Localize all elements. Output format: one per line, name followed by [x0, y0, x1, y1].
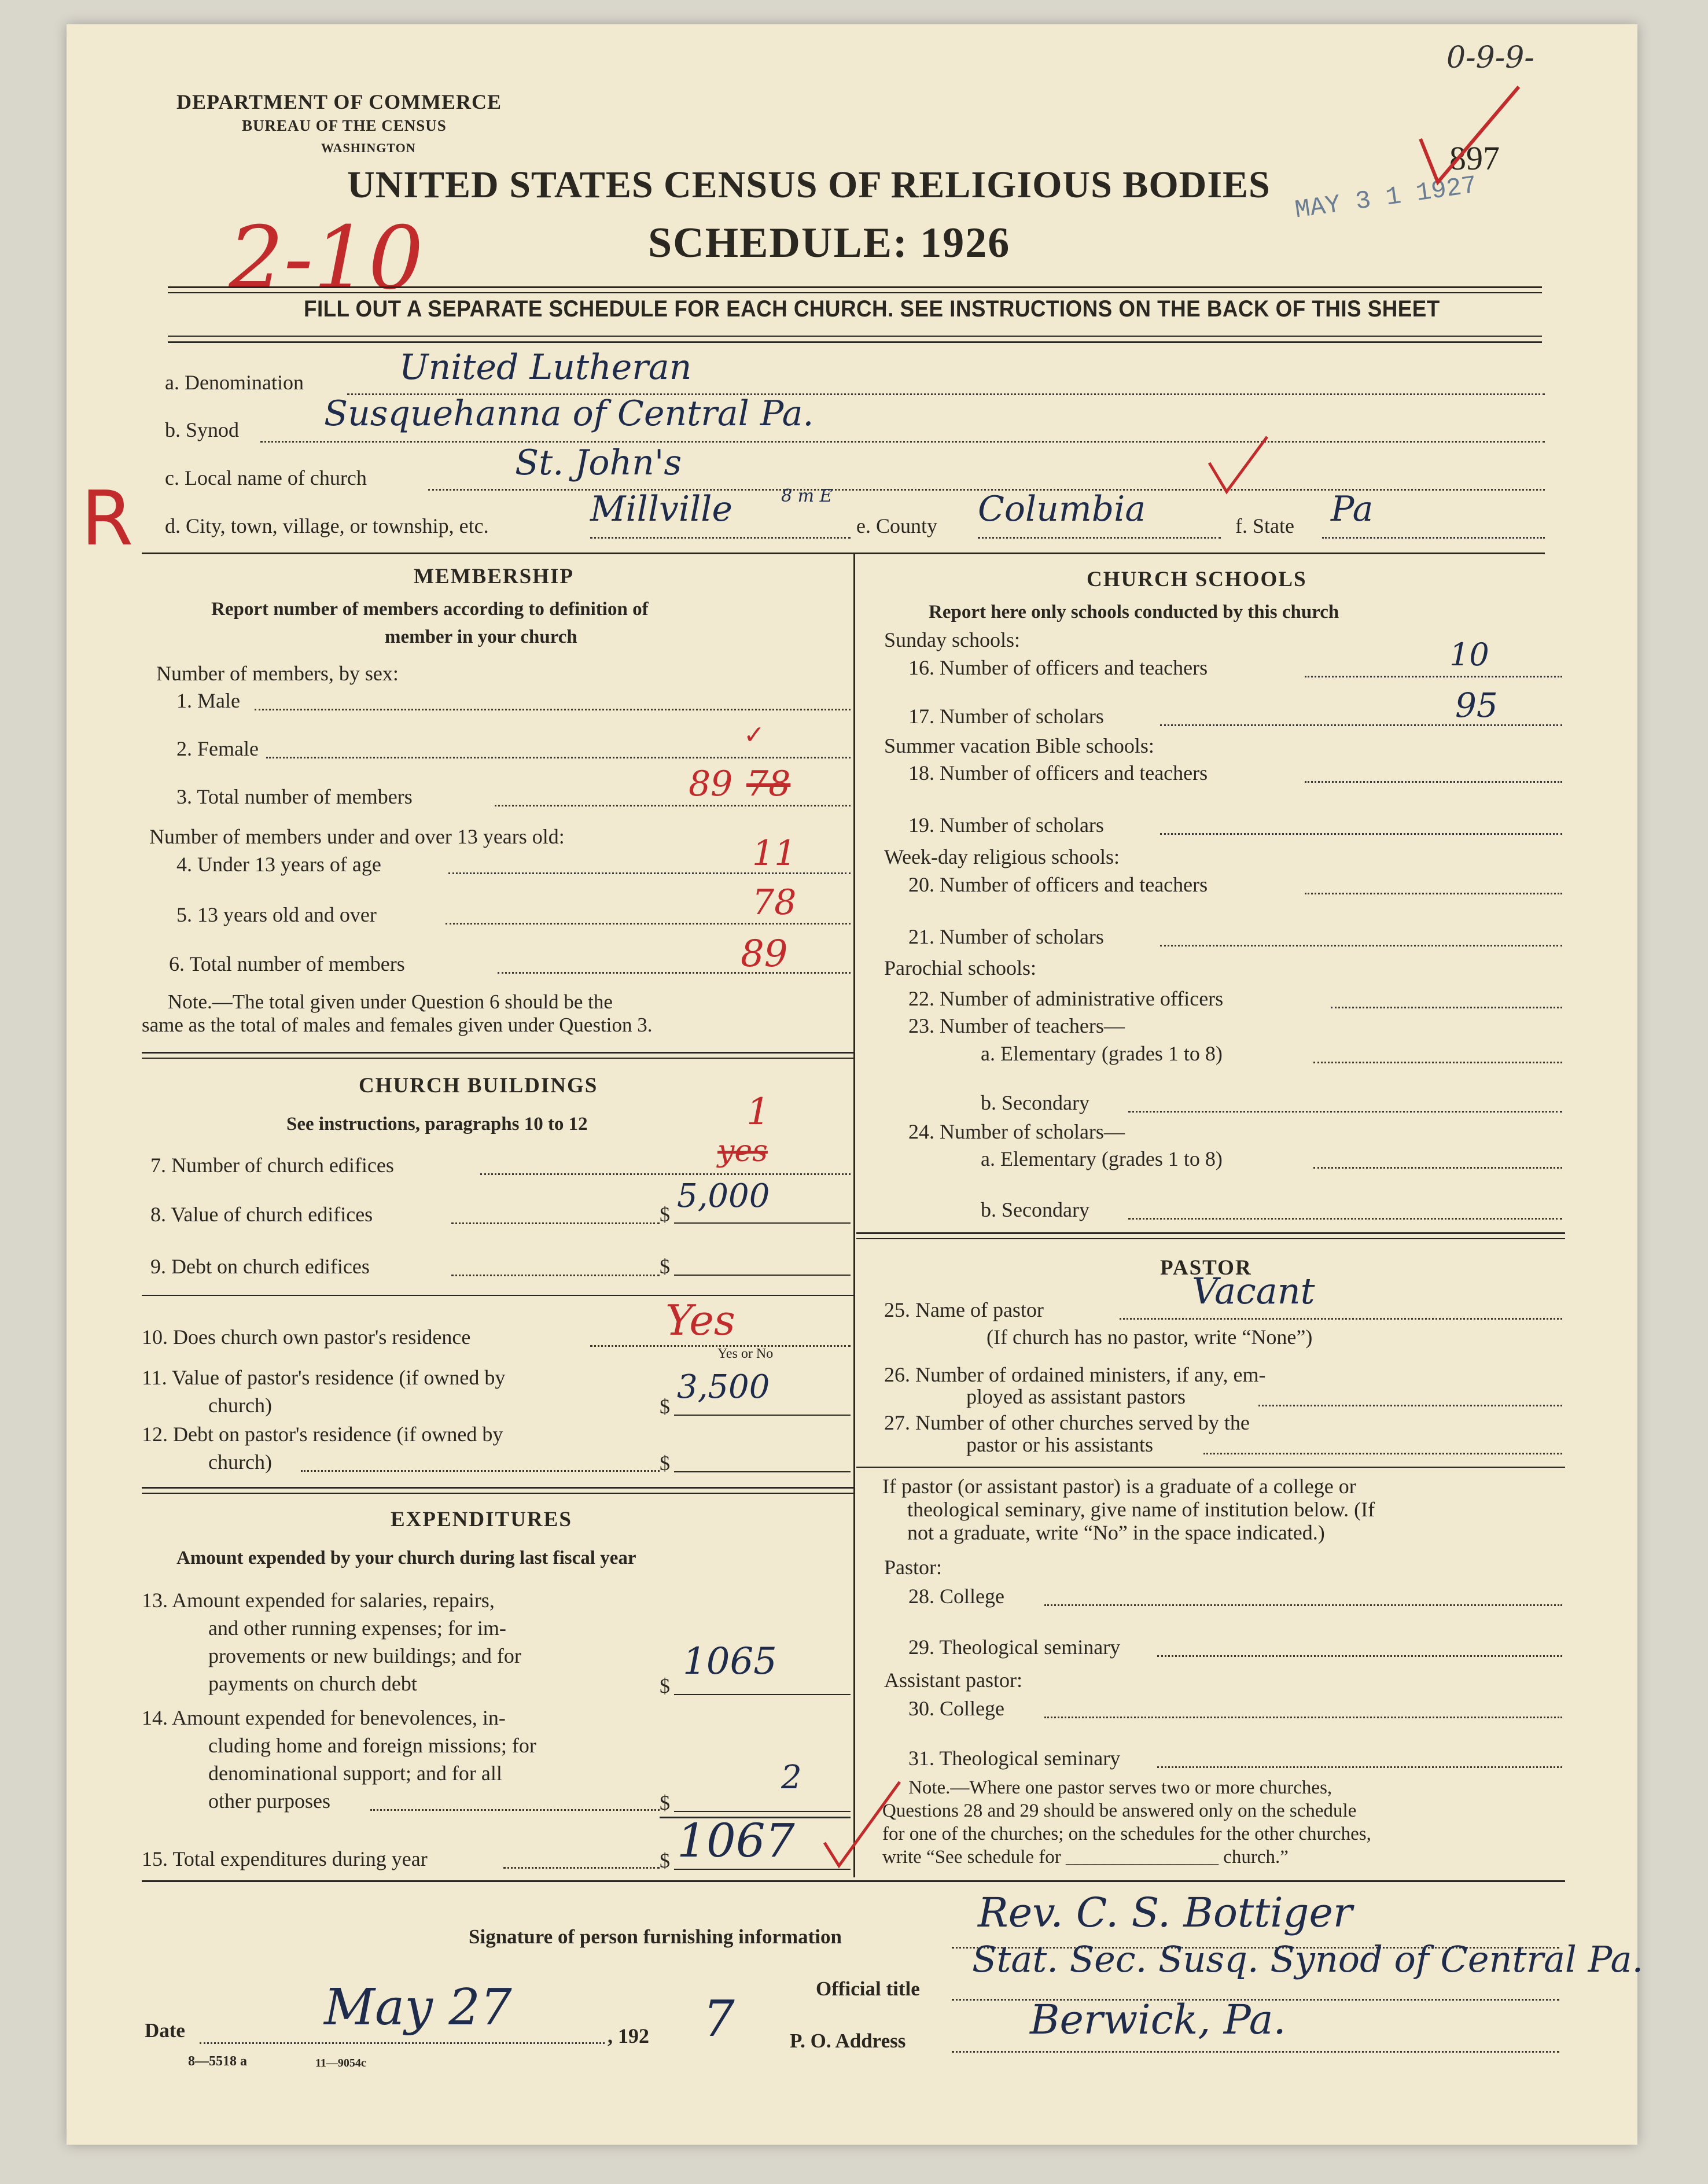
q9-field[interactable]	[674, 1275, 851, 1276]
divider	[856, 1232, 1565, 1234]
dollar-sign: $	[660, 1255, 670, 1278]
q5-label: 5. 13 years old and over	[176, 903, 377, 926]
q26-label: 26. Number of ordained ministers, if any, em-	[884, 1363, 1266, 1386]
column-divider	[853, 553, 855, 1877]
q7-label: 7. Number of church edifices	[150, 1154, 394, 1177]
dollar-sign: $	[660, 1674, 670, 1697]
q25-value: Vacant	[1192, 1270, 1315, 1312]
bureau-heading: BUREAU OF THE CENSUS	[242, 117, 447, 134]
date-value: May 27	[324, 1979, 512, 2036]
q16-label: 16. Number of officers and teachers	[908, 656, 1208, 679]
q30-field[interactable]	[1044, 1717, 1562, 1718]
q17-field[interactable]	[1160, 724, 1562, 726]
q24-label: 24. Number of scholars—	[908, 1120, 1125, 1143]
q15-label: 15. Total expenditures during year	[142, 1847, 428, 1870]
q13-label-cont: payments on church debt	[208, 1672, 417, 1695]
divider	[142, 1052, 853, 1054]
pastor-sub-label: Pastor:	[884, 1556, 943, 1579]
q29-label: 29. Theological seminary	[908, 1636, 1121, 1659]
instruction-banner: FILL OUT A SEPARATE SCHEDULE FOR EACH CHURCH. SEE INSTRUCTIONS ON THE BACK OF THIS SHEET	[304, 296, 1440, 322]
q27-field[interactable]	[1203, 1453, 1562, 1454]
po-address-value: Berwick, Pa.	[1030, 1996, 1286, 2043]
q17-value: 95	[1455, 686, 1498, 725]
q24b-field[interactable]	[1128, 1218, 1562, 1220]
q14-label-cont: denominational support; and for all	[208, 1762, 502, 1785]
q6-field[interactable]	[498, 972, 851, 974]
q20-label: 20. Number of officers and teachers	[908, 873, 1208, 896]
q12-field[interactable]	[674, 1471, 851, 1472]
county-line	[978, 537, 1221, 539]
q13-value: 1065	[683, 1640, 777, 1683]
divider	[856, 1238, 1565, 1239]
divider	[142, 1487, 853, 1489]
form-code: 8—5518 a	[188, 2054, 247, 2069]
synod-line	[260, 441, 1545, 443]
date-label: Date	[145, 2019, 185, 2042]
city-note: 8 m E	[781, 486, 833, 506]
membership-note: same as the total of males and females given under Question 3.	[142, 1014, 653, 1036]
q10-hint: Yes or No	[717, 1346, 774, 1361]
print-code: 11—9054c	[315, 2057, 366, 2069]
q22-label: 22. Number of administrative officers	[908, 987, 1224, 1010]
q28-label: 28. College	[908, 1585, 1004, 1608]
corner-note: 0-9-9-	[1446, 40, 1534, 75]
q13-label-cont: provements or new buildings; and for	[208, 1644, 521, 1667]
red-code-mark: 2-10	[229, 208, 424, 309]
q10-value: Yes	[665, 1296, 735, 1345]
q30-label: 30. College	[908, 1697, 1004, 1720]
official-title-value: Stat. Sec. Susq. Synod of Central Pa.	[972, 1938, 1644, 1980]
checkmark-icon	[1412, 81, 1527, 191]
pastor-heading: PASTOR	[1160, 1256, 1252, 1280]
q6-label: 6. Total number of members	[169, 952, 405, 975]
church-name-value[interactable]: St. John's	[515, 443, 682, 483]
date-field[interactable]	[200, 2042, 605, 2044]
q8-field[interactable]	[674, 1222, 851, 1224]
by-sex-label: Number of members, by sex:	[156, 662, 399, 685]
divider	[856, 1467, 1565, 1468]
q14-value: 2	[781, 1759, 802, 1796]
q4-label: 4. Under 13 years of age	[176, 853, 381, 876]
q14-leader	[370, 1809, 660, 1811]
pastor-note: Note.—Where one pastor serves two or more churches,	[908, 1777, 1332, 1798]
year-prefix: , 192	[608, 2024, 649, 2047]
divider	[142, 553, 1545, 554]
schools-heading: CHURCH SCHOOLS	[1087, 568, 1307, 591]
q21-label: 21. Number of scholars	[908, 925, 1104, 948]
q24b-label: b. Secondary	[981, 1198, 1089, 1221]
parochial-label: Parochial schools:	[884, 956, 1036, 979]
q5-field[interactable]	[446, 923, 851, 925]
po-address-label: P. O. Address	[790, 2030, 906, 2052]
q24a-label: a. Elementary (grades 1 to 8)	[981, 1147, 1223, 1170]
q2-label: 2. Female	[176, 737, 259, 760]
state-line	[1322, 537, 1545, 539]
sunday-label: Sunday schools:	[884, 628, 1021, 651]
q24a-field[interactable]	[1313, 1167, 1562, 1169]
q16-field[interactable]	[1305, 676, 1562, 677]
city-value[interactable]: Millville	[590, 489, 732, 529]
summer-label: Summer vacation Bible schools:	[884, 734, 1154, 757]
q8-label: 8. Value of church edifices	[150, 1203, 373, 1226]
q15-value: 1067	[677, 1814, 795, 1868]
county-value[interactable]: Columbia	[978, 489, 1146, 529]
q14-label: 14. Amount expended for benevolences, in-	[142, 1706, 506, 1729]
divider	[142, 1493, 853, 1494]
q7-value: 1	[746, 1091, 770, 1133]
department-heading: DEPARTMENT OF COMMERCE	[176, 90, 502, 113]
q12-label: 12. Debt on pastor's residence (if owned by	[142, 1423, 503, 1446]
q12-label-cont: church)	[208, 1450, 272, 1474]
po-address-field[interactable]	[952, 2051, 1559, 2053]
membership-note: Note.—The total given under Question 6 should be the	[168, 990, 613, 1013]
q1-field[interactable]	[255, 709, 851, 710]
pastor-note: Questions 28 and 29 should be answered only on the schedule	[882, 1800, 1357, 1821]
q11-label: 11. Value of pastor's residence (if owned by	[142, 1366, 506, 1389]
q29-field[interactable]	[1157, 1655, 1562, 1657]
state-value[interactable]: Pa	[1331, 489, 1374, 529]
divider	[168, 286, 1542, 288]
official-title-label: Official title	[816, 1977, 920, 2000]
q18-field[interactable]	[1305, 781, 1562, 783]
synod-label: b. Synod	[165, 418, 240, 441]
q23-label: 23. Number of teachers—	[908, 1014, 1125, 1037]
q28-field[interactable]	[1044, 1604, 1562, 1606]
pastor-note: write “See schedule for ________________ church.”	[882, 1847, 1289, 1868]
q13-label-cont: and other running expenses; for im-	[208, 1616, 506, 1640]
q3-field[interactable]	[495, 805, 851, 806]
membership-heading: MEMBERSHIP	[414, 565, 574, 588]
q27-label-cont: pastor or his assistants	[966, 1433, 1153, 1456]
dollar-sign: $	[660, 1452, 670, 1475]
q25-field[interactable]	[1120, 1318, 1562, 1320]
graduate-instruction: theological seminary, give name of institution below. (If	[907, 1498, 1375, 1521]
dollar-sign: $	[660, 1395, 670, 1418]
q13-field[interactable]	[674, 1694, 851, 1695]
q26-label-cont: ployed as assistant pastors	[966, 1385, 1186, 1408]
q20-field[interactable]	[1305, 893, 1562, 894]
assistant-sub-label: Assistant pastor:	[884, 1669, 1022, 1692]
state-label: f. State	[1235, 514, 1294, 537]
q16-value: 10	[1449, 636, 1489, 673]
q23a-label: a. Elementary (grades 1 to 8)	[981, 1042, 1223, 1065]
form-title: UNITED STATES CENSUS OF RELIGIOUS BODIES	[347, 164, 1271, 206]
dollar-sign: $	[660, 1791, 670, 1814]
q27-label: 27. Number of other churches served by the	[884, 1411, 1250, 1434]
q12-leader	[301, 1470, 660, 1472]
q23b-field[interactable]	[1128, 1111, 1562, 1113]
q11-field[interactable]	[674, 1415, 851, 1416]
pastor-note: for one of the churches; on the schedules for the other churches,	[882, 1824, 1371, 1844]
q22-field[interactable]	[1331, 1007, 1562, 1008]
q25-label: 25. Name of pastor	[884, 1298, 1044, 1321]
expenditures-subtext: Amount expended by your church during last fiscal year	[176, 1548, 636, 1568]
q7-struck-value: yes	[717, 1134, 768, 1169]
q3-label: 3. Total number of members	[176, 785, 413, 808]
q14-label-cont: cluding home and foreign missions; for	[208, 1734, 536, 1757]
schools-subtext: Report here only schools conducted by this church	[929, 602, 1339, 623]
dollar-sign: $	[660, 1849, 670, 1872]
year-digit: 7	[703, 1990, 735, 2048]
denomination-label: a. Denomination	[165, 371, 304, 394]
q23b-label: b. Secondary	[981, 1091, 1089, 1114]
form-schedule: SCHEDULE: 1926	[648, 219, 1011, 267]
q9-label: 9. Debt on church edifices	[150, 1255, 370, 1278]
tick-mark: ✓	[743, 720, 765, 750]
denomination-value[interactable]: United Lutheran	[399, 347, 692, 388]
q3-struck-value: 78	[746, 764, 791, 804]
q1-label: 1. Male	[176, 689, 240, 712]
expenditures-heading: EXPENDITURES	[391, 1508, 572, 1531]
divider	[142, 1880, 1565, 1882]
divider	[142, 1058, 853, 1059]
checkmark-icon	[1203, 434, 1273, 498]
q9-leader	[451, 1275, 660, 1276]
q31-field[interactable]	[1157, 1766, 1562, 1768]
divider	[142, 1295, 853, 1296]
buildings-subtext: See instructions, paragraphs 10 to 12	[286, 1114, 588, 1135]
red-letter-mark: R	[81, 474, 134, 562]
city-line	[590, 537, 851, 539]
dollar-sign: $	[660, 1203, 670, 1226]
signature-label: Signature of person furnishing information	[469, 1925, 842, 1948]
q18-label: 18. Number of officers and teachers	[908, 761, 1208, 785]
q5-value: 78	[752, 882, 797, 923]
divider	[168, 341, 1542, 343]
synod-value[interactable]: Susquehanna of Central Pa.	[324, 393, 814, 434]
q8-leader	[451, 1222, 660, 1224]
q21-field[interactable]	[1160, 945, 1562, 946]
divider	[168, 336, 1542, 337]
membership-subtext: Report number of members according to definition of	[211, 599, 649, 620]
q25-hint: (If church has no pastor, write “None”)	[986, 1325, 1313, 1349]
city-label: d. City, town, village, or township, etc.	[165, 514, 489, 537]
church-name-label: c. Local name of church	[165, 466, 367, 489]
q3-value: 89	[689, 764, 733, 804]
q4-value: 11	[752, 833, 797, 874]
q2-field[interactable]	[266, 757, 851, 758]
q13-label: 13. Amount expended for salaries, repairs,	[142, 1589, 495, 1612]
graduate-instruction: If pastor (or assistant pastor) is a graduate of a college or	[882, 1475, 1356, 1498]
q17-label: 17. Number of scholars	[908, 705, 1104, 728]
q7-field[interactable]	[480, 1173, 851, 1175]
q10-label: 10. Does church own pastor's residence	[142, 1325, 471, 1349]
q8-value: 5,000	[677, 1177, 770, 1215]
by-age-label: Number of members under and over 13 years old:	[149, 825, 565, 848]
q11-label-cont: church)	[208, 1394, 272, 1417]
city-heading: WASHINGTON	[321, 141, 416, 155]
received-stamp: MAY 3 1 1927	[1293, 171, 1479, 226]
q15-leader	[503, 1867, 660, 1869]
graduate-instruction: not a graduate, write “No” in the space indicated.)	[907, 1521, 1325, 1544]
divider	[168, 292, 1542, 293]
q19-field[interactable]	[1160, 833, 1562, 835]
q14-label-cont: other purposes	[208, 1789, 330, 1813]
membership-subtext: member in your church	[385, 627, 577, 647]
q26-field[interactable]	[1258, 1405, 1562, 1406]
q11-value: 3,500	[677, 1368, 770, 1406]
q31-label: 31. Theological seminary	[908, 1747, 1121, 1770]
form-number: 897	[1449, 139, 1500, 177]
signature-value: Rev. C. S. Bottiger	[978, 1889, 1353, 1936]
buildings-heading: CHURCH BUILDINGS	[359, 1074, 598, 1097]
weekday-label: Week-day religious schools:	[884, 845, 1120, 868]
county-label: e. County	[856, 514, 937, 537]
q23a-field[interactable]	[1313, 1062, 1562, 1063]
q19-label: 19. Number of scholars	[908, 813, 1104, 837]
q6-value: 89	[741, 933, 788, 975]
